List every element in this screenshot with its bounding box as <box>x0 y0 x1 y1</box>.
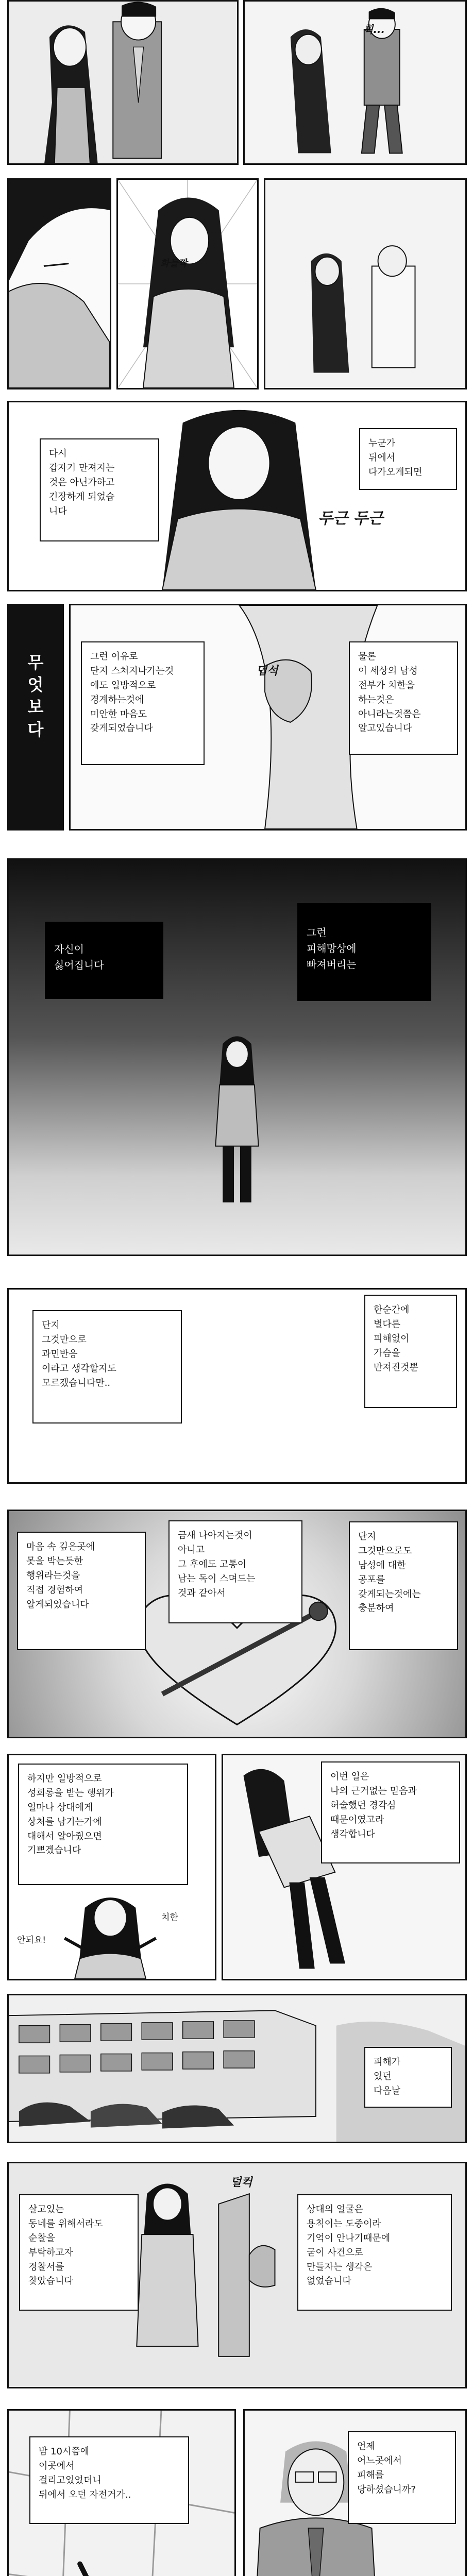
panel-woman-old-man <box>264 178 467 389</box>
caption-line: 동네를 위해서라도 <box>28 2218 103 2229</box>
caption-line: 피해망상에 <box>307 942 357 955</box>
caption-line: 단지 스쳐지나가는것 <box>90 665 174 676</box>
panel-police-station-entry <box>7 2162 467 2388</box>
caption-line: 어느곳에서 <box>357 2455 402 2466</box>
caption-line: 그런 이유로 <box>90 651 138 662</box>
caption-line: 공포를 <box>358 1574 385 1585</box>
panel-illustration <box>245 2 465 163</box>
caption-line: 경찰서를 <box>28 2261 64 2273</box>
caption-line: 남성에 대한 <box>358 1560 406 1571</box>
caption-line: 직접 경험하여 <box>26 1584 83 1596</box>
panel-woman-man-walking <box>243 0 467 165</box>
sfx-startle: 화들짝 <box>160 258 188 269</box>
caption-line: 금새 나아지는것이 <box>178 1530 252 1541</box>
caption-line: 없었습니다 <box>307 2276 351 2287</box>
panel-woman-startled <box>116 178 259 389</box>
caption-line: 행위라는것을 <box>26 1570 80 1581</box>
vertical-char: 무 <box>27 653 44 672</box>
caption-line: 용칙이는 도중이라 <box>307 2218 381 2229</box>
caption-line: 갑자기 만져지는 <box>49 462 115 473</box>
panel-map-pointing <box>7 2409 236 2576</box>
caption-line: 순찰을 <box>28 2232 56 2244</box>
caption-line: 다가오게되면 <box>368 466 423 478</box>
caption-line: 모르겠습니다만.. <box>42 1377 111 1388</box>
panel-illustration <box>9 180 110 388</box>
caption-line: 것과 같아서 <box>178 1587 226 1599</box>
caption-line: 에도 일방적으로 <box>90 680 156 691</box>
caption-line: 단지 <box>42 1320 60 1331</box>
panel-please-understand <box>7 1754 216 1980</box>
caption-line: 성희롱을 받는 행위가 <box>27 1787 114 1799</box>
caption-line: 생각합니다 <box>330 1828 375 1840</box>
caption-line: 자신이 <box>54 943 84 955</box>
panel-woman-looking-man <box>7 0 239 165</box>
caption-line: 기억이 안나기때문에 <box>307 2232 391 2244</box>
caption-box-patrol <box>19 2194 139 2311</box>
sfx-grab: 덥석 <box>256 665 278 677</box>
caption-line: 부탁하고자 <box>28 2247 73 2258</box>
caption-box-apology <box>81 641 205 765</box>
caption-line: 피해를 <box>357 2469 384 2481</box>
caption-line: 하는것은 <box>358 694 394 705</box>
caption-line: 상대의 얼굴은 <box>307 2204 364 2215</box>
caption-line: 허술했던 경각심 <box>330 1800 396 1811</box>
caption-line: 별다른 <box>374 1318 401 1330</box>
caption-line: 그런 <box>307 926 327 939</box>
vertical-char: 엇 <box>27 675 44 695</box>
caption-line: 만져진것뿐 <box>374 1362 418 1373</box>
caption-line: 아니라는것쯤은 <box>358 708 421 720</box>
caption-line: 뒤에서 오던 자전거가.. <box>39 2489 131 2500</box>
panel-woman-bending <box>222 1754 467 1980</box>
caption-line: 이곳에서 <box>39 2460 75 2471</box>
caption-line: 굳이 사건으로 <box>307 2247 364 2258</box>
caption-line: 가슴을 <box>374 1347 401 1359</box>
caption-box-understand <box>18 1764 188 1885</box>
panel-illustration <box>9 2 237 163</box>
caption-line: 알게되었습니다 <box>26 1599 89 1610</box>
caption-line: 경계하는것에 <box>90 694 144 705</box>
caption-box-poison <box>168 1520 302 1623</box>
caption-line: 이번 일은 <box>330 1771 369 1782</box>
caption-line: 충분하여 <box>358 1603 394 1614</box>
caption-box-next-day <box>364 2047 452 2108</box>
caption-line: 뒤에서 <box>368 452 396 463</box>
panel-nervous-woman <box>7 401 467 591</box>
panel-vertical-label <box>7 604 64 831</box>
caption-box-nail <box>17 1532 146 1650</box>
caption-line: 다음날 <box>374 2085 401 2096</box>
caption-line: 갖게되는것에는 <box>358 1588 421 1600</box>
caption-line: 이라고 생각할지도 <box>42 1363 116 1374</box>
caption-line: 니다 <box>49 505 67 517</box>
caption-line: 빠져버리는 <box>307 958 357 971</box>
sfx-whoosh: 휙... <box>363 23 385 36</box>
caption-box-bicycle <box>29 2436 189 2524</box>
caption-line: 하지만 일방적으로 <box>27 1773 102 1784</box>
caption-line: 갖게되었습니다 <box>90 723 153 734</box>
caption-line: 그것만으로도 <box>358 1545 412 1556</box>
caption-line: 있던 <box>374 2071 392 2082</box>
caption-line: 알고있습니다 <box>358 723 412 734</box>
speech-no: 안되요! <box>17 1935 46 1945</box>
caption-line: 것은 아닌가하고 <box>49 477 115 488</box>
caption-line: 살고있는 <box>28 2204 64 2215</box>
vertical-char: 보 <box>27 697 44 717</box>
caption-box-tension <box>40 438 159 541</box>
speech-molester: 치한 <box>161 1912 178 1923</box>
panel-illustration <box>118 180 257 388</box>
caption-line: 때문이였고라 <box>330 1814 384 1825</box>
caption-box-when-where <box>348 2431 456 2524</box>
caption-line: 피해없이 <box>374 1333 410 1344</box>
caption-box-overreaction <box>32 1310 182 1423</box>
caption-line: 남는 독이 스며드는 <box>178 1573 256 1584</box>
caption-line: 만들자는 생각은 <box>307 2261 373 2273</box>
caption-line: 얼마나 상대에게 <box>27 1802 93 1813</box>
caption-line: 과민반응 <box>42 1348 78 1360</box>
caption-line: 다시 <box>49 448 67 459</box>
sfx-door: 덜컥 <box>230 2176 252 2189</box>
caption-line: 그 후에도 고통이 <box>178 1558 247 1570</box>
panel-hand-grab <box>69 604 467 831</box>
caption-line: 아니고 <box>178 1544 205 1555</box>
caption-box-fear <box>349 1521 458 1650</box>
caption-line: 밤 10시쯤에 <box>39 2446 90 2457</box>
vertical-char: 다 <box>27 719 44 739</box>
caption-box-someone-behind <box>359 428 457 490</box>
caption-line: 물론 <box>358 651 376 662</box>
caption-line: 누군가 <box>368 438 396 449</box>
caption-box-paranoia <box>297 903 431 1001</box>
panel-lonely-woman <box>7 858 467 1256</box>
caption-line: 언제 <box>357 2441 375 2452</box>
caption-line: 미안한 마음도 <box>90 708 147 720</box>
caption-line: 대해서 알아줬으면 <box>27 1831 102 1842</box>
caption-line: 피해가 <box>374 2057 401 2067</box>
caption-line: 당하셨습니까? <box>357 2484 416 2495</box>
caption-line: 전부가 치한을 <box>358 680 415 691</box>
caption-line: 나의 근거없는 믿음과 <box>330 1785 417 1797</box>
vertical-heading <box>9 652 62 741</box>
caption-box-my-fault <box>321 1761 460 1863</box>
caption-box-hate-myself <box>45 922 163 999</box>
panel-nailed-heart <box>7 1510 467 1738</box>
caption-line: 긴장하게 되었습 <box>49 491 115 502</box>
caption-line: 단지 <box>358 1531 376 1542</box>
caption-line: 싫어집니다 <box>54 959 104 971</box>
caption-line: 상처를 남기는가에 <box>27 1816 102 1827</box>
sfx-heartbeat: 두근 두근 <box>318 510 383 528</box>
panel-police-building <box>7 1994 467 2143</box>
caption-line: 한순간에 <box>374 1304 410 1315</box>
caption-box-no-case <box>297 2194 452 2311</box>
caption-line: 못을 박는듯한 <box>26 1555 83 1567</box>
caption-line: 이 세상의 남성 <box>358 665 418 676</box>
caption-line: 찾았습니다 <box>28 2276 73 2287</box>
panel-police-officer <box>243 2409 467 2576</box>
panel-overreaction <box>7 1288 467 1484</box>
panel-illustration <box>265 180 465 388</box>
caption-line: 걸리고있었더니 <box>39 2475 102 2486</box>
caption-box-only-touched <box>364 1295 457 1408</box>
caption-line: 마음 속 깊은곳에 <box>26 1541 95 1552</box>
caption-box-of-course <box>349 641 458 755</box>
caption-line: 그것만으로 <box>42 1334 87 1345</box>
caption-line: 기쁘겠습니다 <box>27 1845 81 1856</box>
panel-man-closeup <box>7 178 111 389</box>
